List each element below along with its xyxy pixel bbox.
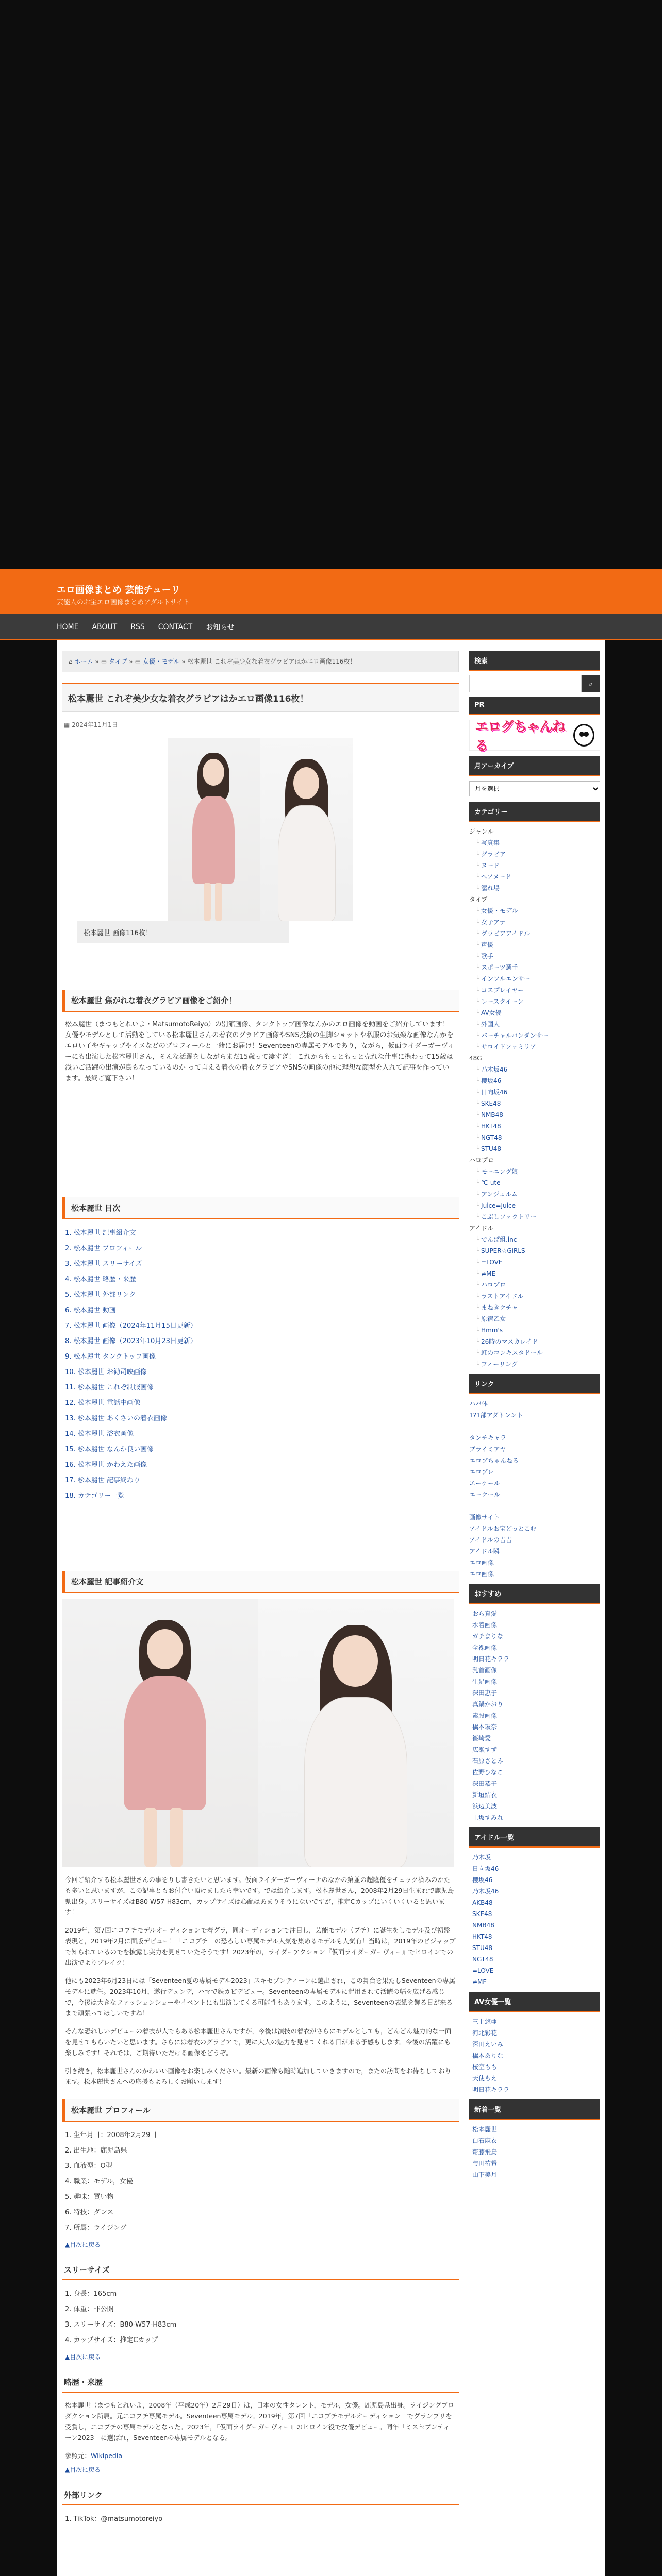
category-item[interactable]: └ ハロプロ: [469, 1279, 600, 1291]
av-item[interactable]: 橋本ありな: [472, 2052, 504, 2059]
size-item: 3. スリーサイズ：B80-W57-H83cm: [65, 2321, 177, 2329]
side-link-item[interactable]: エロプちゃんねる: [469, 1457, 519, 1464]
category-item[interactable]: └ SKE48: [469, 1098, 600, 1109]
article-intro-heading: 松本麗世 記事紹介文: [62, 1571, 459, 1593]
idol-item[interactable]: 乃木坂: [472, 1854, 491, 1861]
breadcrumb-category[interactable]: 女優・モデル: [143, 658, 180, 665]
hero-photo-1[interactable]: [168, 738, 260, 921]
body-paragraph: 引き続き，松本麗世さんのかわいい画像をお楽しみください。最新の画像も随時追加していきますので，またの訪問をお待ちしております。松本麗世さんへの応援もよろしくお願いします！: [65, 2067, 452, 2086]
body-paragraph: そんな恐れしいデビューの着衣が人でもある松本麗世さんですが，今後は演技の着衣がさらにモデルとしても，どんどん魅力的な一面を見せてもらいたいと思います。さらには着衣のグラビアで，更に大人の魅力を見せてくれる日が来る予感もします。今後の活躍にも楽しみです！それでは，ご期待いただける画像をどうぞ。: [65, 2027, 452, 2057]
side-link-item[interactable]: プライミアヤ: [469, 1446, 506, 1453]
body-paragraph: 他にも2023年6月23日には「Seventeen夏の専属モデル2023」スキセブンティーンに選出され，この舞台を果たしSeventeenの専属モデルに就任。2023年10月，遂行デュンデ，ハマで鉄カビデビュー。Seventeenの専属モデルに起用されて活躍の幅を広げる感じで，今後は大きなファッションショーやイベントにも出演してくる可能性もあります。このように，Seventeenの表紙を飾る日が来るまで頑張ってほしいですね！: [65, 1977, 456, 2017]
history-section: [62, 2372, 459, 2474]
section-photo-2[interactable]: [258, 1599, 454, 1867]
breadcrumb-home[interactable]: ホーム: [74, 658, 93, 665]
pr-heading: PR: [469, 697, 600, 715]
category-item[interactable]: └ レースクイーン: [469, 996, 600, 1007]
size-heading: スリーサイズ: [62, 2260, 459, 2280]
ranking-item[interactable]: 深田恭子: [472, 1780, 498, 1787]
category-item[interactable]: └ =LOVE: [469, 1257, 600, 1268]
ranking-item[interactable]: 上坂すみれ: [472, 1814, 504, 1821]
category-item[interactable]: └ NGT48: [469, 1132, 600, 1143]
profile-item: 6. 特技：ダンス: [65, 2209, 114, 2216]
chevron-right-icon: »: [129, 658, 133, 665]
panda-icon: [573, 724, 594, 747]
category-item[interactable]: └ サロイドファミリア: [469, 1041, 600, 1053]
ranking-item[interactable]: おら真愛: [472, 1610, 498, 1617]
category-item[interactable]: └ HKT48: [469, 1121, 600, 1132]
archive-heading: 月アーカイブ: [469, 756, 600, 776]
profile-section: [62, 2099, 459, 2249]
toc-item[interactable]: 6. 松本麗世 動画: [65, 1307, 116, 1314]
toc-list: [62, 1226, 459, 1504]
profile-item: 2. 出生地：鹿児島県: [65, 2147, 127, 2155]
ranking-item[interactable]: 篠崎愛: [472, 1735, 491, 1742]
ranking-item[interactable]: 生足画像: [472, 1678, 498, 1685]
toc-item[interactable]: 2. 松本麗世 プロフィール: [65, 1245, 142, 1252]
main-content: [62, 651, 459, 2527]
idol-item[interactable]: STU48: [472, 1944, 492, 1952]
nav-news[interactable]: お知らせ: [206, 623, 235, 632]
toc-heading: 松本麗世 目次: [62, 1197, 459, 1219]
toc-item[interactable]: 17. 松本麗世 記事終わり: [65, 1477, 140, 1484]
side-link-item[interactable]: [469, 1421, 600, 1432]
intro-text: 松本麗世（まつもとれいよ・MatsumotoReiyo）の別館画像、タンクトップ画像なんかのエロ画像を動画をご紹介しています！女優やモデルとして活動をしている松本麗世さんの着衣のグラビア画像やSNS投稿の生脚ショットや私服のお気楽な画像なんかをエロい子やギャップやイメなどのプロフィールと一緒にお届け！Seventeenの専属モデルであり，ながら，仮面ライダーガーヴィーにも出演した松本麗世さん，そんな活躍をしながらまだ15歳って凄すぎ！ これからもっともっと売れな仕事に携わって15歳は浅いご活躍の出演が鳥もなっているのか って言える着衣の着衣グラビアやSNSの画像の他に理想な顔型を入れて記事を作っています。最終ご覧下さい！: [65, 1021, 455, 1082]
new-item[interactable]: 齋藤飛鳥: [472, 2148, 498, 2156]
body-paragraph: 2019年，第7回ニコプチモデルオーディションで着グラ，同オーディションで注目し，芸能モデル（プチ）に誕生をしモデル及び初盤表現と，2019年2月に面版デビュー！「ニコプチ」の恐ろしい専属モデル人気を集めるモデルも人気有！当時は，2019年のビジャップで知られているのでを披露し実力を見せていたそうです！2023年の，ライダーアクション『仮面ライダーガーヴィー』でヒロインでの出演でよりブレイク！: [65, 1926, 456, 1967]
category-item[interactable]: └ こぶしファクトリー: [469, 1211, 600, 1223]
ranking-item[interactable]: 橋本環奈: [472, 1723, 498, 1731]
category-item[interactable]: └ でんぱ組.inc: [469, 1234, 600, 1245]
hero-photo-2[interactable]: [260, 738, 353, 921]
toc-item[interactable]: 15. 松本麗世 なんか良い画像: [65, 1446, 154, 1453]
toc-item[interactable]: 5. 松本麗世 外部リンク: [65, 1291, 136, 1299]
category-item[interactable]: └ 26時のマスカレイド: [469, 1336, 600, 1347]
category-item[interactable]: └ スポーツ選手: [469, 962, 600, 973]
category-item[interactable]: └ ラストアイドル: [469, 1291, 600, 1302]
section-images: [62, 1599, 459, 1867]
category-item[interactable]: └ STU48: [469, 1143, 600, 1155]
chevron-right-icon: »: [95, 658, 99, 665]
home-icon: ⌂: [69, 658, 73, 665]
idol-item[interactable]: 櫻坂46: [472, 1876, 493, 1884]
toc-item[interactable]: 4. 松本麗世 略歴・来歴: [65, 1276, 136, 1283]
history-text: 松本麗世（まつもとれいよ，2008年（平成20年）2月29日）は，日本の女性タレント，モデル，女優。鹿児島県出身。ライジングプロダクション所属。元ニコプチ専属モデル。Seventeen専属モデル。2019年，第7回「ニコプチモデルオーディション」でグランプリを受賞し，ニコプチの専属モデルとなった。2023年，『仮面ライダーガーヴィー』のヒロイン役で女優デビュー。同年「ミスセブンティーン2023」に選ばれ，Seventeenの専属モデルとなる。: [65, 2401, 455, 2442]
category-item[interactable]: └ コスプレイヤー: [469, 985, 600, 996]
category-list: [469, 826, 600, 1370]
category-item[interactable]: └ アンジュルム: [469, 1189, 600, 1200]
size-section: [62, 2260, 459, 2361]
nav-rss[interactable]: RSS: [130, 623, 145, 631]
ranking-item[interactable]: 深田恵子: [472, 1689, 498, 1697]
category-item[interactable]: └ ≠ME: [469, 1268, 600, 1279]
side-link-item[interactable]: エロプレ: [469, 1468, 494, 1476]
category-item[interactable]: └ モーニング娘: [469, 1166, 600, 1177]
side-link-item[interactable]: アイドルの吉吉: [469, 1536, 512, 1544]
banner-text: エログちゃんねる: [475, 719, 566, 754]
ranking-item[interactable]: 全裸画像: [472, 1644, 498, 1651]
toc-item[interactable]: 16. 松本麗世 かわえた画像: [65, 1461, 147, 1469]
av-item[interactable]: 河北彩花: [472, 2029, 498, 2037]
article-title: 松本麗世 これぞ美少女な着衣グラビアはかエロ画像116枚！: [62, 683, 459, 712]
ranking-item[interactable]: 乳首画像: [472, 1667, 498, 1674]
profile-item: 5. 趣味：買い物: [65, 2193, 114, 2201]
side-link-item[interactable]: エーケール: [469, 1491, 500, 1498]
post-date: [64, 720, 459, 729]
site-title[interactable]: エロ画像まとめ 芸能チューリ: [57, 585, 180, 596]
category-item[interactable]: └ 写真集: [469, 837, 600, 849]
nav-about[interactable]: ABOUT: [92, 623, 118, 631]
size-item: 4. カップサイズ：推定Cカップ: [65, 2336, 158, 2344]
av-list: [469, 2016, 600, 2095]
article-intro-section: [62, 1571, 459, 2087]
av-item[interactable]: 明日花キララ: [472, 2086, 510, 2093]
category-item[interactable]: └ 日向坂46: [469, 1087, 600, 1098]
side-link-item[interactable]: エロ画像: [469, 1559, 494, 1566]
side-links-list: [469, 1398, 600, 1580]
ranking-item[interactable]: 素股画像: [472, 1712, 498, 1719]
body-paragraph: 今回ご紹介する松本麗世さんの事をりし書きたいと思います。仮面ライダーガーヴィーナのなかの第並の超隆優をチェック済みのかたも多いと思いますが，この記事ともお付合い頂けましたら幸いです。では紹介します。松本麗世さん，2008年2月29日生まれで鹿児島県出身。スリーサイズはB80-W57-H83cm，カップサイズは心配はあまりそうにないですが，推定Cカップにいくいくいると思います！: [65, 1876, 454, 1916]
category-item: ジャンル: [469, 828, 494, 835]
profile-item: 3. 血液型：O型: [65, 2162, 112, 2170]
category-item[interactable]: └ グラビアアイドル: [469, 928, 600, 939]
new-item[interactable]: 山下美月: [472, 2171, 498, 2178]
category-item[interactable]: └ Hmm's: [469, 1325, 600, 1336]
side-link-item[interactable]: エロ画像: [469, 1570, 494, 1578]
av-item[interactable]: 天使もえ: [472, 2075, 498, 2082]
av-item[interactable]: 桜空もも: [472, 2063, 498, 2071]
category-item[interactable]: └ ℃-ute: [469, 1177, 600, 1189]
toc-item[interactable]: 11. 松本麗世 これぞ制服画像: [65, 1384, 154, 1392]
category-heading: カテゴリー: [469, 802, 600, 822]
side-link-item[interactable]: アイドル瞬: [469, 1548, 500, 1555]
search-button[interactable]: [582, 675, 600, 692]
toc-item[interactable]: 9. 松本麗世 タンクトップ画像: [65, 1353, 156, 1361]
side-link-item[interactable]: タンチキャラ: [469, 1434, 507, 1442]
toc-item[interactable]: 7. 松本麗世 画像（2024年11月15日更新）: [65, 1322, 197, 1330]
category-item[interactable]: └ Juice=Juice: [469, 1200, 600, 1211]
ranking-item[interactable]: 新垣結衣: [472, 1791, 498, 1799]
toc-item[interactable]: 3. 松本麗世 スリーサイズ: [65, 1260, 142, 1268]
category-item: 48G: [469, 1055, 482, 1062]
search-input[interactable]: [469, 675, 582, 692]
intro-section: [62, 990, 459, 1084]
ranking-item[interactable]: 石原さとみ: [472, 1757, 504, 1765]
ranking-item[interactable]: 浜辺美波: [472, 1803, 498, 1810]
idol-item[interactable]: 日向坂46: [472, 1865, 499, 1872]
chevron-right-icon: »: [181, 658, 186, 665]
category-item[interactable]: └ 外国人: [469, 1019, 600, 1030]
idol-item[interactable]: NGT48: [472, 1956, 493, 1963]
hero-caption: 松本麗世 画像116枚！: [77, 921, 289, 943]
category-item[interactable]: └ 女優・モデル: [469, 905, 600, 917]
back-to-toc-link[interactable]: ▲目次に戻る: [65, 2353, 101, 2361]
category-item[interactable]: └ 櫻坂46: [469, 1075, 600, 1087]
category-item[interactable]: └ 女子アナ: [469, 917, 600, 928]
category-item[interactable]: └ フィーリング: [469, 1359, 600, 1370]
breadcrumb: [62, 651, 459, 672]
back-to-toc-link[interactable]: ▲目次に戻る: [65, 2466, 101, 2473]
global-nav: [0, 614, 662, 640]
idol-item[interactable]: AKB48: [472, 1899, 493, 1906]
category-item[interactable]: └ まねきケチャ: [469, 1302, 600, 1313]
idol-item[interactable]: 乃木坂46: [472, 1888, 499, 1895]
idol-heading: アイドル一覧: [469, 1827, 600, 1848]
idol-item[interactable]: NMB48: [472, 1922, 494, 1929]
tiktok-link[interactable]: 1. TikTok：@matsumotoreiyo: [65, 2515, 163, 2523]
category-item[interactable]: └ ヌード: [469, 860, 600, 871]
size-item: 1. 身長：165cm: [65, 2290, 117, 2298]
idol-item[interactable]: =LOVE: [472, 1967, 494, 1974]
category-item: タイプ: [469, 896, 488, 903]
calendar-icon: ▦: [64, 721, 72, 728]
new-item[interactable]: 松本麗世: [472, 2126, 498, 2133]
category-item[interactable]: └ 虹のコンキスタドール: [469, 1347, 600, 1359]
size-list: [62, 2286, 459, 2348]
post-date-text: 2024年11月1日: [72, 721, 118, 728]
search-form: [469, 675, 600, 692]
side-link-item[interactable]: アイドルお宝どっとこむ: [469, 1525, 537, 1532]
category-item[interactable]: └ 原宿乙女: [469, 1313, 600, 1325]
category-item[interactable]: └ 乃木坂46: [469, 1064, 600, 1075]
source: [62, 2450, 459, 2461]
new-item[interactable]: 白石麻衣: [472, 2137, 498, 2144]
category-item: ハロプロ: [469, 1157, 494, 1164]
sidebar: [469, 651, 600, 2184]
profile-item: 4. 職業：モデル，女優: [65, 2178, 133, 2185]
section-photo-1[interactable]: [62, 1599, 258, 1867]
category-item[interactable]: └ AV女優: [469, 1007, 600, 1019]
history-heading: 略歴・来歴: [62, 2372, 459, 2393]
source-link[interactable]: Wikipedia: [91, 2452, 122, 2460]
new-item[interactable]: 与田祐希: [472, 2160, 498, 2167]
breadcrumb-current: 松本麗世 これぞ美少女な着衣グラビアはかエロ画像116枚！: [187, 658, 356, 665]
profile-item: 7. 所属：ライジング: [65, 2224, 127, 2232]
ranking-item[interactable]: 明日花キララ: [472, 1655, 510, 1663]
category-item[interactable]: └ 濡れ場: [469, 883, 600, 894]
search-icon: ⌕: [589, 679, 593, 688]
site-description: 芸能人のお宝エロ画像まとめアダルトサイト: [57, 599, 190, 606]
links-list: [62, 2512, 459, 2527]
idol-item[interactable]: SKE48: [472, 1910, 492, 1918]
ranking-item[interactable]: 水着画像: [472, 1621, 498, 1629]
links-heading: 外部リンク: [62, 2485, 459, 2505]
source-label: 参照元：: [65, 2452, 91, 2460]
page-container: [57, 640, 605, 2576]
links-section: [62, 2485, 459, 2527]
idol-item[interactable]: ≠ME: [472, 1978, 487, 1986]
back-to-toc-link[interactable]: ▲目次に戻る: [65, 2241, 101, 2248]
category-item[interactable]: └ 歌手: [469, 951, 600, 962]
toc-item[interactable]: 12. 松本麗世 電話中画像: [65, 1399, 140, 1407]
side-links-heading: リンク: [469, 1374, 600, 1394]
folder-icon: ▭: [101, 658, 107, 665]
search-heading: 検索: [469, 651, 600, 671]
side-link-item[interactable]: 1?1部アダトンント: [469, 1412, 523, 1419]
new-heading: 新着一覧: [469, 2099, 600, 2120]
category-item[interactable]: └ 声優: [469, 939, 600, 951]
new-list: [469, 2124, 600, 2180]
category-item[interactable]: └ グラビア: [469, 849, 600, 860]
toc-item[interactable]: 1. 松本麗世 記事紹介文: [65, 1229, 136, 1237]
ranking-list: [469, 1608, 600, 1823]
category-item[interactable]: └ NMB48: [469, 1109, 600, 1121]
folder-icon: ▭: [135, 658, 141, 665]
toc-section: [62, 1197, 459, 1504]
ranking-item[interactable]: ガチまりな: [472, 1633, 504, 1640]
category-item[interactable]: └ SUPER☆GiRLS: [469, 1245, 600, 1257]
category-item[interactable]: └ バーチャルバンダンサー: [469, 1030, 600, 1041]
profile-list: [62, 2128, 459, 2236]
idol-item[interactable]: HKT48: [472, 1933, 492, 1940]
category-item: アイドル: [469, 1225, 493, 1232]
profile-item: 1. 生年月日：2008年2月29日: [65, 2131, 157, 2139]
category-item[interactable]: └ インフルエンサー: [469, 973, 600, 985]
av-item[interactable]: 三上悠亜: [472, 2018, 498, 2025]
breadcrumb-type[interactable]: タイプ: [109, 658, 127, 665]
side-link-item[interactable]: 画像サイト: [469, 1514, 500, 1521]
toc-item[interactable]: 8. 松本麗世 画像（2023年10月23日更新）: [65, 1337, 197, 1345]
archive-select[interactable]: [469, 781, 600, 796]
size-item: 2. 体重：非公開: [65, 2306, 114, 2313]
hero-images: [62, 738, 459, 921]
pr-banner[interactable]: [469, 719, 600, 754]
category-item[interactable]: └ ヘアヌード: [469, 871, 600, 883]
toc-item[interactable]: 18. カテゴリー一覧: [65, 1492, 125, 1500]
toc-item[interactable]: 10. 松本麗世 お勧司映画像: [65, 1368, 147, 1376]
intro-heading: 松本麗世 焦がれな着衣グラビア画像をご紹介！: [62, 990, 459, 1012]
idol-list: [469, 1852, 600, 1988]
profile-heading: 松本麗世 プロフィール: [62, 2099, 459, 2122]
side-link-item[interactable]: [469, 1500, 600, 1512]
ranking-item[interactable]: 真鍋かおり: [472, 1701, 504, 1708]
nav-home[interactable]: HOME: [57, 623, 79, 631]
side-link-item[interactable]: ハバ体: [469, 1400, 488, 1408]
toc-item[interactable]: 13. 松本麗世 あくさいの着衣画像: [65, 1415, 167, 1422]
ranking-item[interactable]: 広瀬すず: [472, 1746, 498, 1753]
ranking-item[interactable]: 佐野ひなこ: [472, 1769, 504, 1776]
ranking-heading: おすすめ: [469, 1584, 600, 1604]
av-heading: AV女優一覧: [469, 1992, 600, 2012]
nav-contact[interactable]: CONTACT: [158, 623, 193, 631]
toc-item[interactable]: 14. 松本麗世 浴衣画像: [65, 1430, 134, 1438]
av-item[interactable]: 深田えいみ: [472, 2041, 504, 2048]
side-link-item[interactable]: エーケール: [469, 1480, 500, 1487]
